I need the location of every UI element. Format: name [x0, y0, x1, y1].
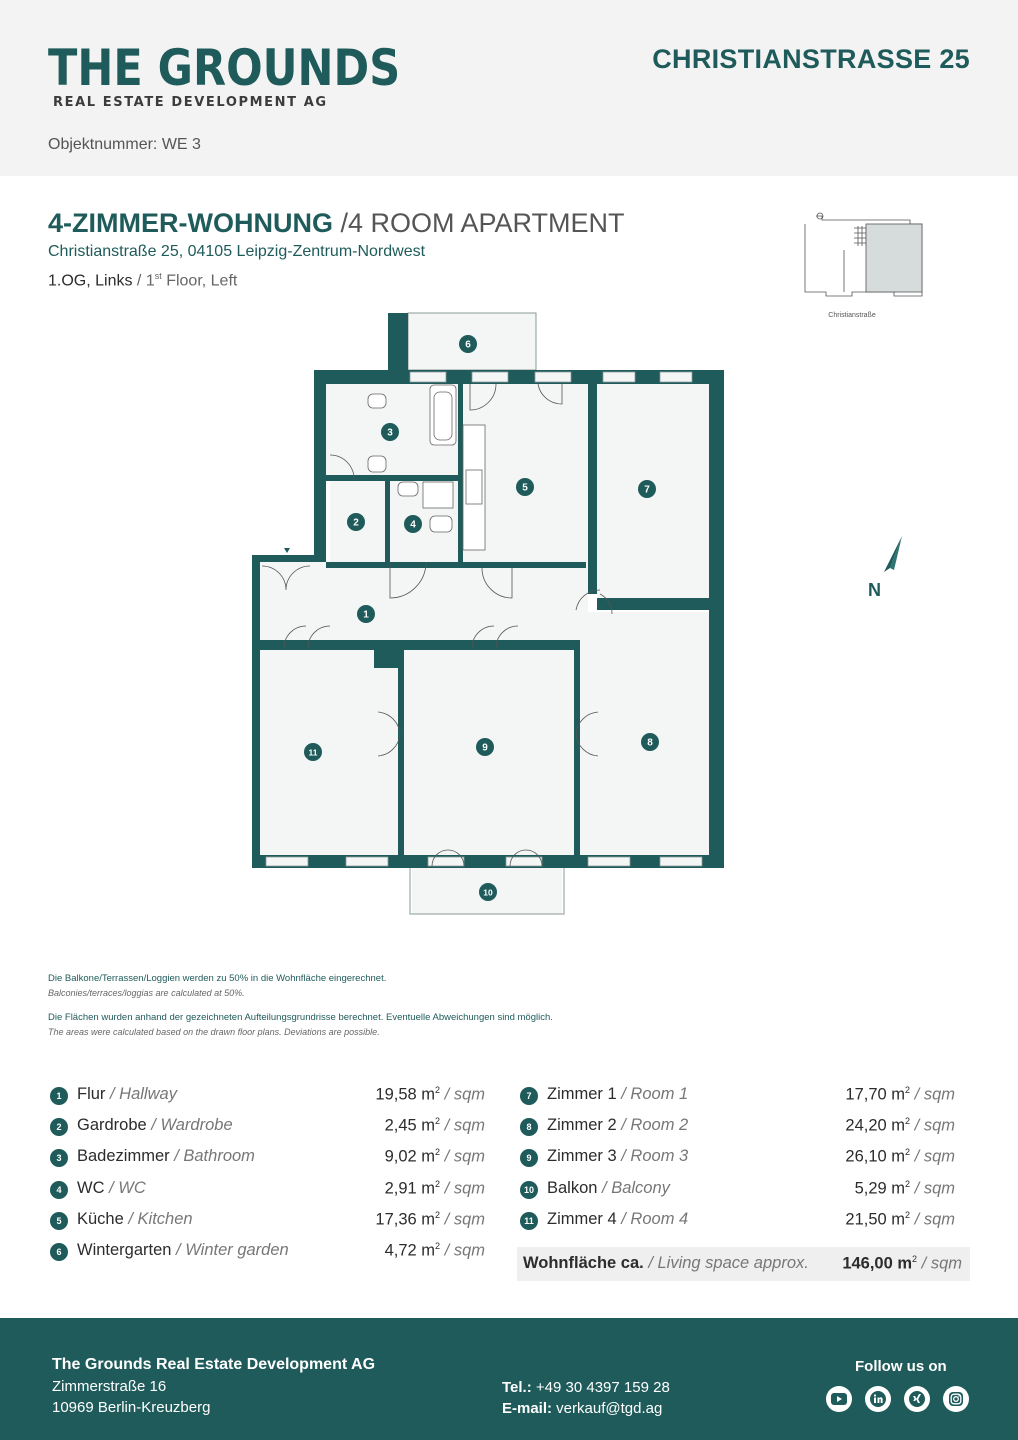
- room-row: [520, 1209, 955, 1240]
- note-areas-en: The areas were calculated based on the drawn floor plans. Deviations are possible.: [48, 1027, 380, 1037]
- room-list-left: [50, 1084, 485, 1271]
- apartment-title-en: /4 ROOM APARTMENT: [332, 208, 625, 238]
- email-link[interactable]: verkauf@tgd.ag: [552, 1400, 663, 1417]
- total-label-de: Wohnfläche ca.: [523, 1254, 644, 1272]
- room-number: 1: [50, 1087, 68, 1105]
- room-name-de: Flur: [77, 1085, 106, 1103]
- company-logo: THE GROUNDS: [48, 39, 401, 97]
- room-marker-1: [357, 605, 375, 623]
- footer-city: 10969 Berlin-Kreuzberg: [52, 1399, 211, 1416]
- room-name-en: / Wardrobe: [146, 1116, 233, 1135]
- room-marker-7: [638, 480, 656, 498]
- total-area-value: 146,00 m: [842, 1254, 913, 1273]
- room-area-value: 24,20 m: [845, 1116, 906, 1135]
- room-marker-8: [641, 733, 659, 751]
- total-label: [523, 1254, 809, 1273]
- room-area-value: 19,58 m: [375, 1085, 436, 1104]
- room-area: [855, 1179, 955, 1199]
- room-marker-10: [479, 883, 497, 901]
- note-balcony-en: Balconies/terraces/loggias are calculated at 50%.: [48, 988, 245, 998]
- room-area-unit: / sqm: [440, 1147, 485, 1166]
- follow-us-label: Follow us on: [855, 1358, 947, 1375]
- room-name: [547, 1210, 688, 1229]
- room-area: [845, 1210, 955, 1230]
- room-name: [77, 1147, 255, 1166]
- area-superscript: 2: [435, 1209, 441, 1220]
- area-superscript: 2: [905, 1085, 911, 1095]
- footer-street: Zimmerstraße 16: [52, 1378, 167, 1395]
- room-name: [547, 1147, 688, 1166]
- room-name-de: Zimmer 3: [547, 1147, 617, 1166]
- svg-text:11: 11: [308, 747, 318, 758]
- room-name-en: / Balcony: [597, 1178, 670, 1197]
- room-number: 7: [520, 1087, 538, 1105]
- room-name-de: Gardrobe: [77, 1116, 147, 1135]
- room-row: [520, 1084, 955, 1115]
- room-marker-6: [459, 335, 477, 353]
- svg-text:2: 2: [353, 517, 359, 529]
- room-name-de: Balkon: [547, 1178, 598, 1197]
- room-number: 8: [520, 1118, 538, 1136]
- svg-text:4: 4: [410, 519, 416, 531]
- room-marker-2: [347, 513, 365, 531]
- room-area: [385, 1147, 485, 1167]
- svg-text:7: 7: [644, 484, 650, 496]
- room-number: 10: [520, 1181, 538, 1199]
- room-area-unit: / sqm: [910, 1085, 955, 1104]
- phone-number[interactable]: +49 30 4397 159 28: [531, 1379, 670, 1396]
- room-name-en: / WC: [104, 1178, 146, 1197]
- xing-icon[interactable]: [904, 1386, 930, 1412]
- room-number: 5: [50, 1212, 68, 1230]
- room-name: [77, 1241, 289, 1260]
- room-name: [547, 1116, 688, 1135]
- building-keyplan: [800, 206, 928, 302]
- room-name-de: Wintergarten: [77, 1240, 172, 1259]
- room-marker-4: [404, 515, 422, 533]
- room-row: [50, 1115, 485, 1146]
- room-name-en: / Hallway: [105, 1085, 177, 1103]
- room-name-de: WC: [77, 1178, 105, 1197]
- apartment-floor: [48, 271, 237, 290]
- floor-plan: [240, 305, 740, 925]
- room-area-unit: / sqm: [440, 1241, 485, 1260]
- room-area-unit: / sqm: [910, 1210, 955, 1229]
- total-label-en: / Living space approx.: [643, 1254, 809, 1272]
- room-row: [50, 1178, 485, 1209]
- area-superscript: 2: [905, 1209, 911, 1220]
- room-area-unit: / sqm: [910, 1179, 955, 1198]
- room-name-en: / Room 4: [616, 1209, 689, 1228]
- svg-text:5: 5: [522, 482, 528, 494]
- room-name: [77, 1085, 177, 1104]
- footer-email: [502, 1400, 662, 1417]
- area-superscript: 2: [905, 1178, 911, 1189]
- room-number: 11: [520, 1212, 538, 1230]
- room-area-value: 2,91 m: [384, 1179, 436, 1198]
- room-name: [547, 1085, 688, 1104]
- note-areas-de: Die Flächen wurden anhand der gezeichneten Aufteilungsgrundrisse berechnet. Eventuelle Abweichungen sind möglich.: [48, 1012, 553, 1023]
- room-name-en: / Room 2: [616, 1116, 689, 1135]
- room-area-value: 4,72 m: [384, 1241, 436, 1260]
- room-area-unit: / sqm: [910, 1147, 955, 1166]
- page-header: [0, 0, 1018, 176]
- floor-suffix: st: [154, 271, 162, 281]
- area-superscript: 2: [912, 1254, 918, 1264]
- area-superscript: 2: [435, 1147, 441, 1158]
- room-number: 9: [520, 1149, 538, 1167]
- area-superscript: 2: [435, 1085, 441, 1095]
- email-label: E-mail:: [502, 1400, 553, 1417]
- svg-text:6: 6: [465, 339, 471, 351]
- company-logo-subtitle: REAL ESTATE DEVELOPMENT AG: [53, 95, 328, 110]
- room-area: [375, 1210, 485, 1230]
- room-row: [520, 1178, 955, 1209]
- svg-text:3: 3: [387, 427, 393, 439]
- room-name-de: Zimmer 4: [547, 1209, 617, 1228]
- area-superscript: 2: [435, 1178, 441, 1189]
- room-area: [845, 1147, 955, 1167]
- page-footer: [0, 1318, 1018, 1440]
- room-name: [77, 1210, 193, 1229]
- room-marker-11: [304, 743, 322, 761]
- room-row: [50, 1084, 485, 1115]
- room-name-en: / Winter garden: [171, 1240, 289, 1259]
- living-space-total: [517, 1247, 970, 1281]
- area-superscript: 2: [905, 1116, 911, 1127]
- room-marker-3: [381, 423, 399, 441]
- room-area-value: 9,02 m: [384, 1147, 436, 1166]
- room-area-value: 5,29 m: [854, 1179, 906, 1198]
- svg-text:9: 9: [482, 742, 488, 754]
- room-area-value: 21,50 m: [845, 1210, 906, 1229]
- room-area-unit: / sqm: [910, 1116, 955, 1135]
- linkedin-icon[interactable]: [865, 1386, 891, 1412]
- room-row: [520, 1115, 955, 1146]
- room-area-value: 17,70 m: [845, 1085, 906, 1104]
- room-area-value: 26,10 m: [845, 1147, 906, 1166]
- room-row: [50, 1240, 485, 1271]
- room-name-en: / Kitchen: [123, 1209, 193, 1228]
- svg-text:1: 1: [363, 609, 369, 621]
- compass-label: N: [868, 580, 881, 600]
- room-area-value: 2,45 m: [384, 1116, 436, 1135]
- floor-en: Floor, Left: [161, 272, 238, 290]
- floor-number: 1: [145, 272, 155, 290]
- room-area-unit: / sqm: [440, 1116, 485, 1135]
- area-superscript: 2: [435, 1116, 441, 1127]
- room-area-unit: / sqm: [440, 1179, 485, 1198]
- room-marker-9: [476, 738, 494, 756]
- room-name-de: Zimmer 2: [547, 1116, 617, 1135]
- room-number: 6: [50, 1243, 68, 1261]
- room-area: [385, 1116, 485, 1136]
- total-area-unit: / sqm: [917, 1254, 962, 1273]
- room-number: 4: [50, 1181, 68, 1199]
- room-name-de: Badezimmer: [77, 1147, 170, 1166]
- instagram-icon[interactable]: [943, 1386, 969, 1412]
- room-area: [845, 1116, 955, 1136]
- room-row: [520, 1146, 955, 1177]
- room-area-unit: / sqm: [440, 1085, 485, 1104]
- room-area-value: 17,36 m: [375, 1210, 436, 1229]
- room-name: [77, 1116, 233, 1135]
- area-superscript: 2: [435, 1240, 441, 1251]
- room-name-de: Küche: [77, 1209, 124, 1228]
- room-area: [385, 1241, 485, 1261]
- floor-separator: /: [132, 272, 146, 290]
- room-number: 3: [50, 1149, 68, 1167]
- svg-text:8: 8: [647, 737, 653, 749]
- floor-de: 1.OG, Links: [48, 272, 133, 290]
- object-number: Objektnummer: WE 3: [48, 136, 201, 153]
- area-superscript: 2: [905, 1147, 911, 1158]
- room-area: [845, 1085, 955, 1105]
- room-name: [547, 1179, 670, 1198]
- youtube-icon[interactable]: [826, 1386, 852, 1412]
- area-notes: [48, 973, 553, 1037]
- room-row: [50, 1209, 485, 1240]
- note-balcony-de: Die Balkone/Terrassen/Loggien werden zu 50% in die Wohnfläche eingerechnet.: [48, 973, 387, 984]
- room-name-en: / Room 3: [616, 1147, 689, 1166]
- room-number: 2: [50, 1118, 68, 1136]
- room-area: [375, 1085, 485, 1105]
- total-value: [842, 1254, 962, 1274]
- room-row: [50, 1146, 485, 1177]
- room-name-de: Zimmer 1: [547, 1085, 617, 1103]
- keyplan-label: Christianstraße: [828, 312, 876, 319]
- footer-company: The Grounds Real Estate Development AG: [52, 1356, 376, 1373]
- room-name-en: / Bathroom: [169, 1147, 255, 1166]
- apartment-title: [48, 208, 625, 239]
- apartment-title-de: 4-ZIMMER-WOHNUNG: [48, 208, 333, 238]
- phone-label: Tel.:: [502, 1379, 532, 1396]
- footer-phone: [502, 1379, 670, 1396]
- room-name: [77, 1179, 146, 1198]
- apartment-address: Christianstraße 25, 04105 Leipzig-Zentrum-Nordwest: [48, 243, 426, 260]
- social-links: [826, 1386, 969, 1412]
- svg-text:10: 10: [483, 887, 493, 898]
- room-marker-5: [516, 478, 534, 496]
- room-name-en: / Room 1: [616, 1085, 689, 1103]
- room-list-right: [520, 1084, 955, 1240]
- property-street-title: CHRISTIANSTRASSE 25: [652, 44, 970, 74]
- room-area-unit: / sqm: [440, 1210, 485, 1229]
- room-area: [385, 1179, 485, 1199]
